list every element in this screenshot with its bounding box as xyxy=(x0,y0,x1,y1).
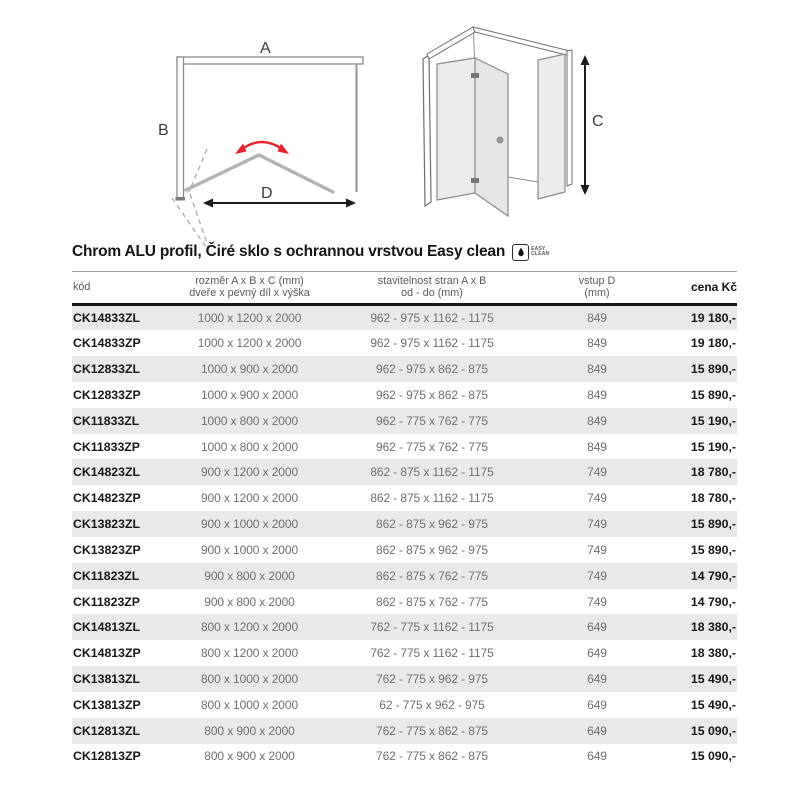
entry-width-cell: 649 xyxy=(587,749,607,764)
table-row xyxy=(72,356,737,382)
label-a: A xyxy=(260,40,271,57)
table-row xyxy=(72,511,737,537)
price-cell: 18 780,- xyxy=(690,491,736,506)
adjustability-cell: 862 - 875 x 762 - 775 xyxy=(376,594,488,609)
entry-width-cell: 649 xyxy=(587,723,607,738)
table-row xyxy=(72,330,737,356)
droplet-icon xyxy=(512,244,529,261)
entry-width-cell: 649 xyxy=(587,620,607,635)
table-row xyxy=(72,459,737,485)
adjustability-cell: 762 - 775 x 1162 - 1175 xyxy=(370,646,494,661)
adjustability-cell: 962 - 975 x 1162 - 1175 xyxy=(370,311,494,326)
product-code-cell: CK11823ZL xyxy=(73,568,140,583)
swing-arrow-icon xyxy=(235,142,289,154)
price-cell: 15 090,- xyxy=(690,749,736,764)
product-code-cell: CK14813ZL xyxy=(73,620,140,635)
table-row xyxy=(72,614,737,640)
adjustability-cell: 962 - 975 x 862 - 875 xyxy=(376,387,488,402)
table-row xyxy=(72,589,737,615)
badge-line-2: CLEAN xyxy=(531,251,550,257)
dimensions-cell: 1000 x 1200 x 2000 xyxy=(197,311,302,326)
price-cell: 15 890,- xyxy=(690,517,736,532)
hinge-icon-bottom xyxy=(471,178,479,183)
adjustability-cell: 862 - 875 x 1162 - 1175 xyxy=(370,491,494,506)
price-cell: 15 890,- xyxy=(690,362,736,377)
dimensions-cell: 1000 x 800 x 2000 xyxy=(200,413,299,428)
dimensions-cell: 800 x 1000 x 2000 xyxy=(200,672,299,686)
dimensions-cell: 800 x 1200 x 2000 xyxy=(200,620,299,635)
table-row xyxy=(72,305,737,331)
wall-profile-left xyxy=(177,57,184,199)
dimension-arrow-d xyxy=(203,199,356,208)
entry-width-cell: 849 xyxy=(587,439,607,454)
wall-strip-left xyxy=(423,55,431,206)
product-code-cell: CK14833ZP xyxy=(73,336,141,351)
product-code-cell: CK14833ZL xyxy=(73,311,140,326)
table-row xyxy=(72,640,737,666)
entry-width-cell: 749 xyxy=(587,542,607,557)
door-panel-fixed xyxy=(437,58,475,200)
price-cell: 19 180,- xyxy=(690,311,736,326)
table-row xyxy=(72,382,737,408)
price-cell: 15 490,- xyxy=(690,697,736,712)
product-code-cell: CK13813ZL xyxy=(73,672,140,686)
entry-width-cell: 749 xyxy=(587,465,607,480)
folding-door-line xyxy=(186,155,333,192)
dimensions-cell: 800 x 1200 x 2000 xyxy=(200,646,299,661)
page-title: Chrom ALU profil, Čiré sklo s ochrannou vrstvou Easy clean xyxy=(72,243,506,260)
dimensions-cell: 1000 x 900 x 2000 xyxy=(200,362,299,377)
dimensions-cell: 900 x 1000 x 2000 xyxy=(200,517,299,532)
label-d: D xyxy=(261,185,273,202)
dimensions-cell: 900 x 1200 x 2000 xyxy=(200,465,299,480)
product-code-cell: CK12813ZL xyxy=(73,723,140,738)
adjustability-cell: 962 - 975 x 1162 - 1175 xyxy=(370,336,494,351)
dimensions-cell: 1000 x 1200 x 2000 xyxy=(197,336,302,351)
product-code-cell: CK11823ZP xyxy=(73,594,140,609)
product-code-cell: CK14823ZP xyxy=(73,491,141,506)
product-code-cell: CK13823ZP xyxy=(73,542,141,557)
product-code-cell: CK13813ZP xyxy=(73,697,141,712)
entry-width-cell: 749 xyxy=(587,491,607,506)
adjustability-cell: 762 - 775 x 962 - 975 xyxy=(376,672,488,686)
easy-clean-badge xyxy=(512,244,549,261)
table-row xyxy=(72,408,737,434)
adjustability-cell: 862 - 875 x 962 - 975 xyxy=(376,542,488,557)
corner-post-line xyxy=(474,32,475,58)
price-cell: 14 790,- xyxy=(690,568,736,583)
product-code-cell: CK12833ZP xyxy=(73,387,141,402)
entry-width-cell: 649 xyxy=(587,697,607,712)
door-panel-swung xyxy=(475,58,508,216)
price-cell: 15 490,- xyxy=(690,672,736,686)
entry-width-cell: 849 xyxy=(587,336,607,351)
entry-width-cell: 649 xyxy=(587,672,607,686)
adjustability-cell: 962 - 775 x 762 - 775 xyxy=(376,439,488,454)
column-header-stavitelnost: stavitelnost stran A x B od - do (mm) xyxy=(312,272,552,305)
dimensions-cell: 900 x 800 x 2000 xyxy=(204,594,295,609)
price-cell: 18 780,- xyxy=(690,465,736,480)
badge-line-1: EASY xyxy=(531,246,546,252)
product-code-cell: CK11833ZL xyxy=(73,413,140,428)
label-b: B xyxy=(158,122,169,139)
entry-width-cell: 749 xyxy=(587,594,607,609)
dimension-arrow-c xyxy=(581,55,590,195)
top-view-diagram xyxy=(150,28,380,250)
price-cell: 15 890,- xyxy=(690,542,736,557)
table-row xyxy=(72,434,737,460)
dimensions-cell: 900 x 1200 x 2000 xyxy=(200,491,299,506)
table-row xyxy=(72,485,737,511)
price-table xyxy=(72,271,737,769)
column-header-kod: kód xyxy=(72,272,187,305)
table-row xyxy=(72,692,737,718)
dimensions-cell: 900 x 1000 x 2000 xyxy=(200,542,299,557)
product-code-cell: CK12833ZL xyxy=(73,362,140,377)
table-row xyxy=(72,666,737,692)
product-code-cell: CK11833ZP xyxy=(73,439,140,454)
entry-width-cell: 749 xyxy=(587,517,607,532)
entry-width-cell: 849 xyxy=(587,413,607,428)
adjustability-cell: 762 - 775 x 862 - 875 xyxy=(376,723,488,738)
price-table-header xyxy=(72,272,737,305)
price-cell: 18 380,- xyxy=(690,620,736,635)
price-cell: 15 090,- xyxy=(690,723,736,738)
adjustability-cell: 962 - 975 x 862 - 875 xyxy=(376,362,488,377)
frame-edge-right xyxy=(567,50,572,186)
entry-width-cell: 849 xyxy=(587,387,607,402)
title-row xyxy=(72,243,737,261)
adjustability-cell: 862 - 875 x 762 - 775 xyxy=(376,568,488,583)
column-header-rozmer: rozměr A x B x C (mm) dveře x pevný díl x výška xyxy=(187,272,312,305)
adjustability-cell: 962 - 775 x 762 - 775 xyxy=(376,413,488,428)
perspective-view-diagram xyxy=(405,12,615,227)
table-row xyxy=(72,537,737,563)
dimensions-cell: 1000 x 800 x 2000 xyxy=(200,439,299,454)
top-rail-left xyxy=(427,27,475,59)
adjustability-cell: 862 - 875 x 962 - 975 xyxy=(376,517,488,532)
product-code-cell: CK12813ZP xyxy=(73,749,141,764)
price-cell: 15 190,- xyxy=(690,413,736,428)
table-row xyxy=(72,744,737,770)
entry-width-cell: 649 xyxy=(587,646,607,661)
doorway-floor-line xyxy=(508,177,538,182)
dimensions-cell: 800 x 900 x 2000 xyxy=(204,723,295,738)
adjustability-cell: 862 - 875 x 1162 - 1175 xyxy=(370,465,494,480)
column-header-cena: cena Kč xyxy=(642,272,737,305)
glass-panel-right xyxy=(538,54,565,199)
price-cell: 18 380,- xyxy=(690,646,736,661)
price-cell: 15 890,- xyxy=(690,387,736,402)
adjustability-cell: 762 - 775 x 862 - 875 xyxy=(376,749,488,764)
dimensions-cell: 900 x 800 x 2000 xyxy=(204,568,295,583)
adjustability-cell: 762 - 775 x 1162 - 1175 xyxy=(370,620,494,635)
product-code-cell: CK14823ZL xyxy=(73,465,140,480)
product-code-cell: CK14813ZP xyxy=(73,646,141,661)
dimensions-cell: 1000 x 900 x 2000 xyxy=(200,387,299,402)
dimensions-cell: 800 x 1000 x 2000 xyxy=(200,697,299,712)
price-cell: 14 790,- xyxy=(690,594,736,609)
top-rail-right xyxy=(473,27,570,56)
hinge-icon-top xyxy=(471,73,479,78)
price-cell: 15 190,- xyxy=(690,439,736,454)
entry-width-cell: 749 xyxy=(587,568,607,583)
price-table-body xyxy=(72,305,737,770)
door-handle-icon xyxy=(497,137,503,143)
column-header-vstup: vstup D (mm) xyxy=(552,272,642,305)
wall-profile-top xyxy=(177,57,363,64)
wall-profile-end-cap xyxy=(176,197,186,201)
product-code-cell: CK13823ZL xyxy=(73,517,140,532)
entry-width-cell: 849 xyxy=(587,311,607,326)
table-row xyxy=(72,563,737,589)
adjustability-cell: 62 - 775 x 962 - 975 xyxy=(379,697,485,712)
table-row xyxy=(72,718,737,744)
easy-clean-badge-text xyxy=(531,247,549,257)
entry-width-cell: 849 xyxy=(587,362,607,377)
dimensions-cell: 800 x 900 x 2000 xyxy=(204,749,295,764)
label-c: C xyxy=(592,113,604,130)
price-cell: 19 180,- xyxy=(690,336,736,351)
